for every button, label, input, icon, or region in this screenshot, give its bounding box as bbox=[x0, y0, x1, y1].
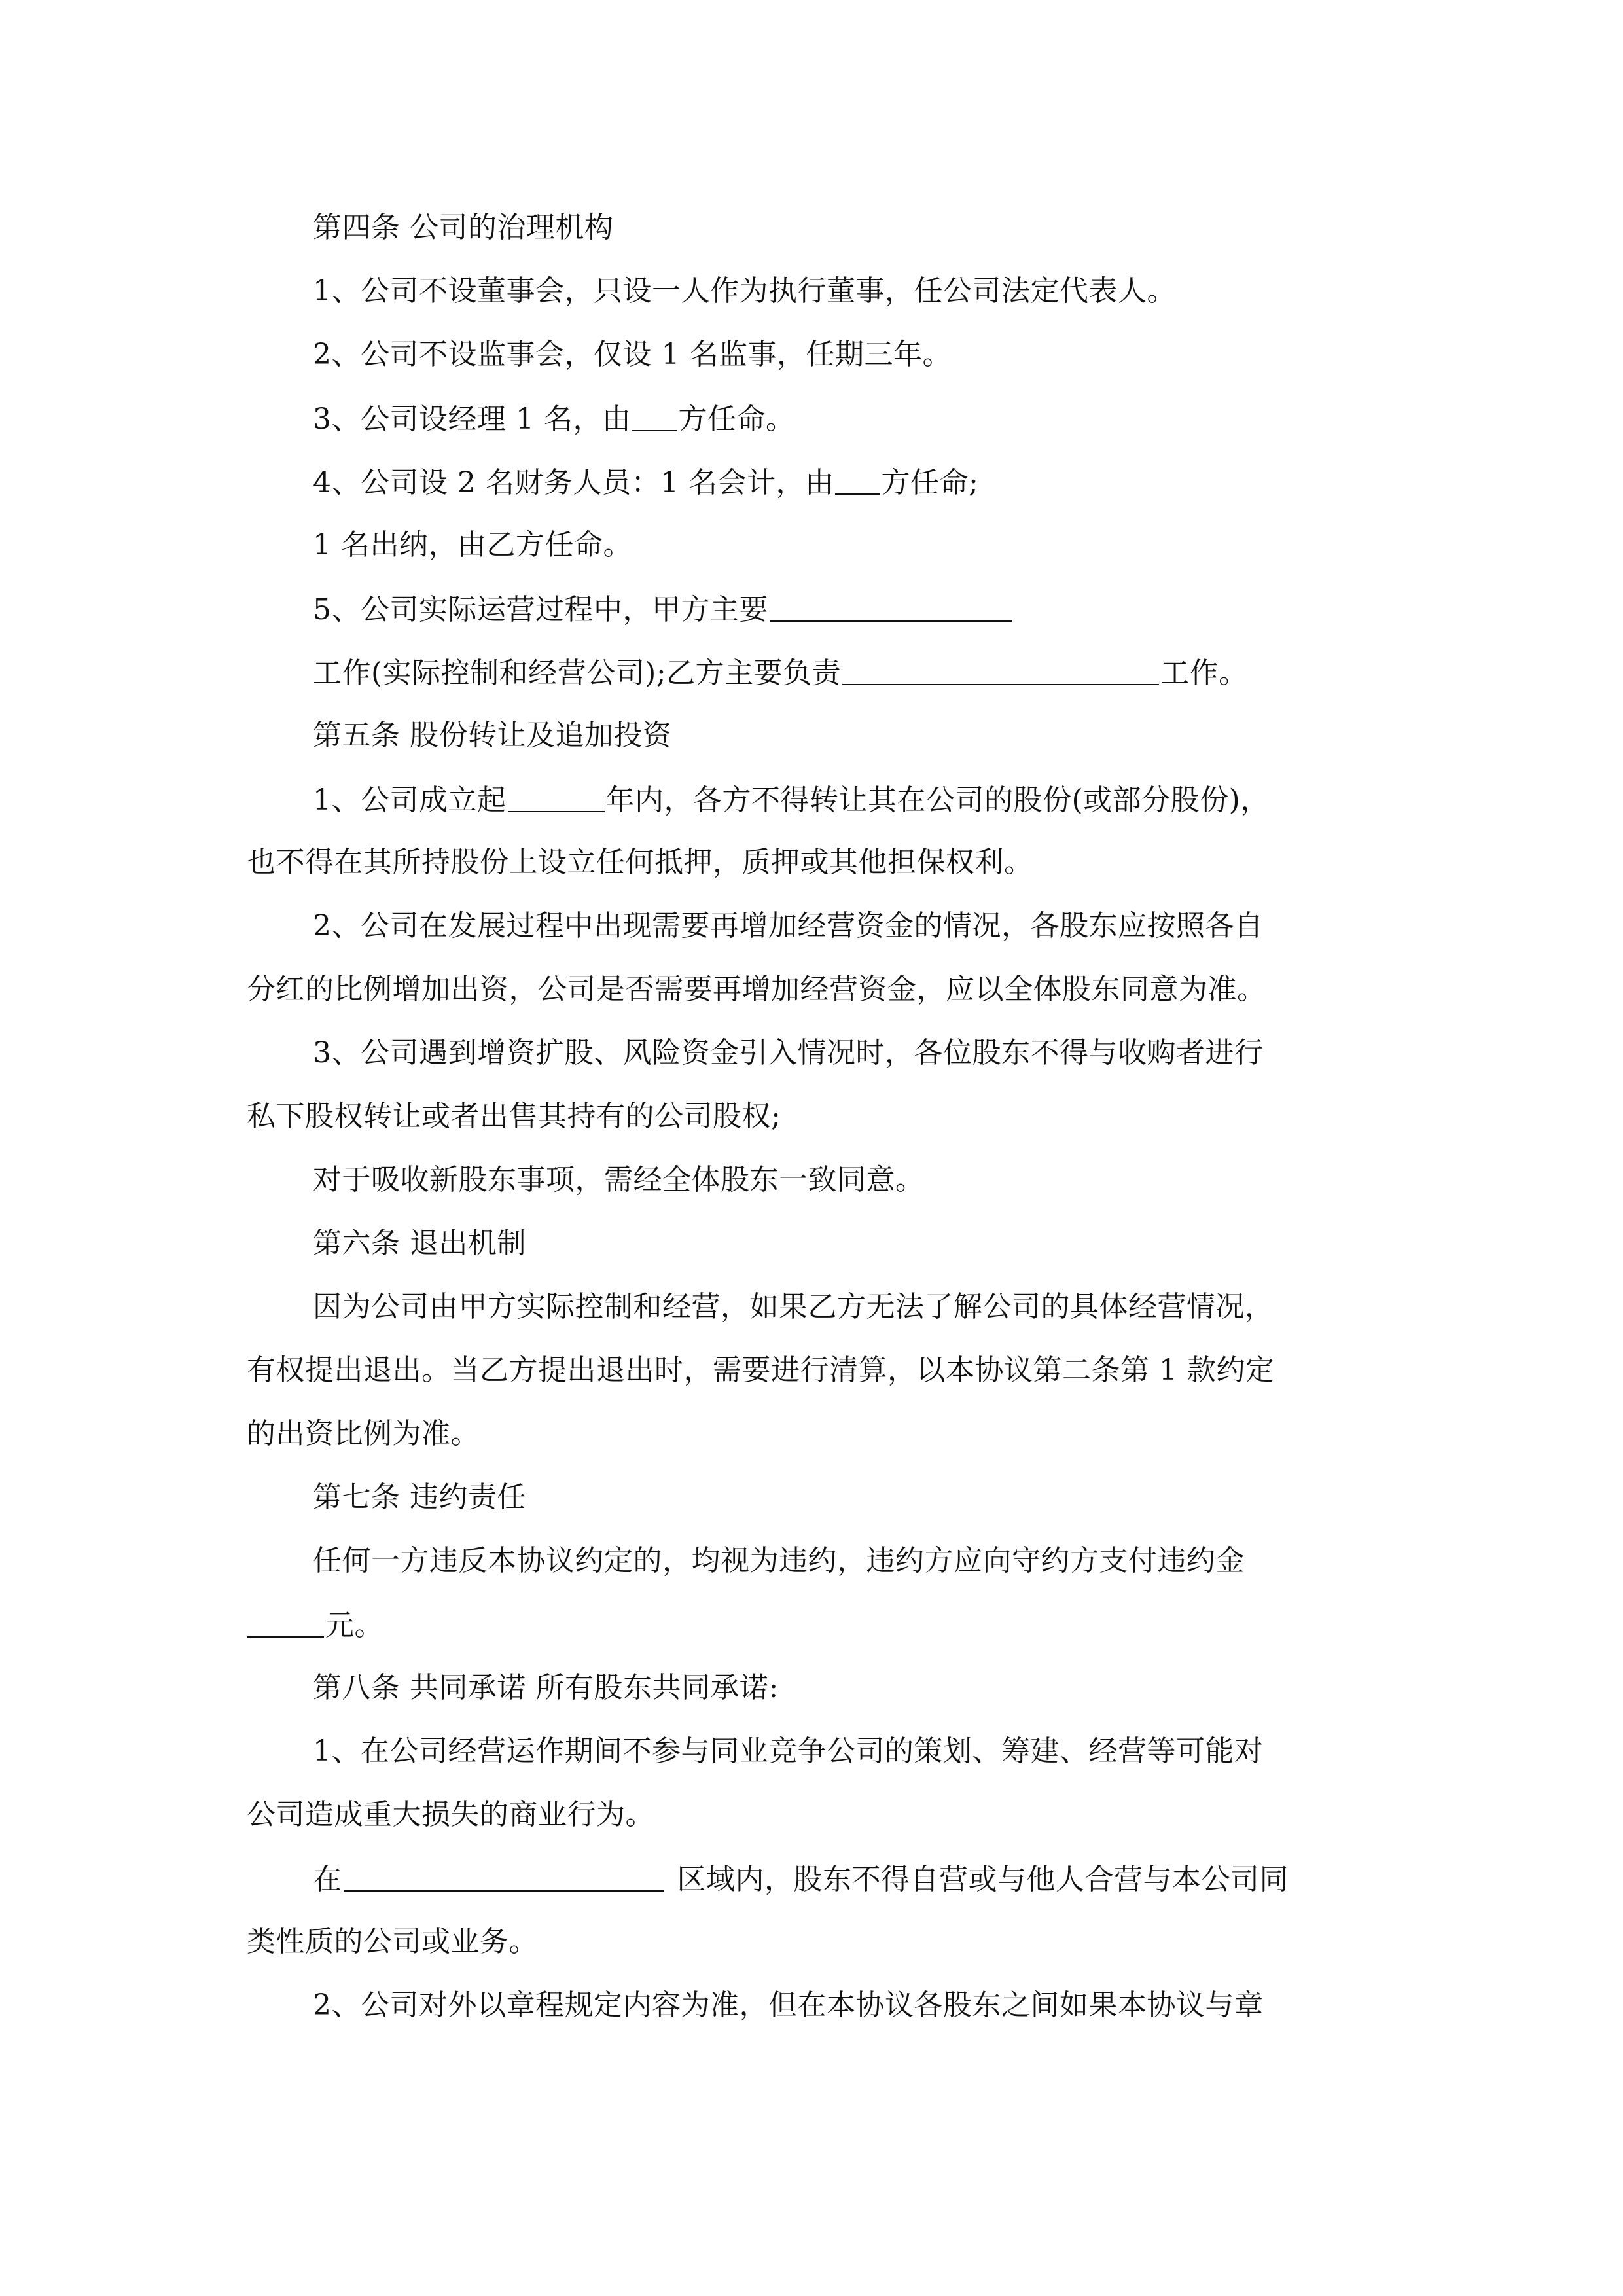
fill-in-blank bbox=[344, 1864, 664, 1892]
paragraph-line: 公司造成重大损失的商业行为。 bbox=[247, 1798, 654, 1831]
fill-in-blank bbox=[632, 404, 677, 431]
paragraph-line: 2、公司对外以章程规定内容为准，但在本协议各股东之间如果本协议与章 bbox=[313, 1988, 1264, 2022]
fill-in-blank bbox=[835, 467, 880, 495]
paragraph-line: 分红的比例增加出资，公司是否需要再增加经营资金，应以全体股东同意为准。 bbox=[247, 973, 1266, 1006]
paragraph-line: 1 名出纳，由乙方任命。 bbox=[313, 528, 632, 562]
paragraph-line: 1、公司成立起 年内，各方不得转让其在公司的股份(或部分股份)， bbox=[313, 783, 1270, 817]
paragraph-line: 2、公司不设监事会，仅设 1 名监事，任期三年。 bbox=[313, 338, 952, 371]
paragraph-line: 3、公司设经理 1 名，由 方任命。 bbox=[313, 403, 795, 436]
paragraph-line: 任何一方违反本协议约定的，均视为违约，违约方应向守约方支付违约金 bbox=[313, 1544, 1245, 1577]
paragraph-line: 工作(实际控制和经营公司);乙方主要负责 工作。 bbox=[313, 656, 1248, 690]
article-8-heading: 第八条 共同承诺 所有股东共同承诺: bbox=[313, 1671, 779, 1704]
paragraph-line: 的出资比例为准。 bbox=[247, 1417, 480, 1450]
paragraph-line: 元。 bbox=[247, 1610, 383, 1640]
fill-in-blank bbox=[770, 594, 1012, 622]
paragraph-line: 3、公司遇到增资扩股、风险资金引入情况时，各位股东不得与收购者进行 bbox=[313, 1036, 1264, 1069]
fill-in-blank bbox=[842, 658, 1159, 685]
paragraph-line: 5、公司实际运营过程中，甲方主要 bbox=[313, 594, 1013, 624]
paragraph-line: 1、公司不设董事会，只设一人作为执行董事，任公司法定代表人。 bbox=[313, 274, 1176, 308]
paragraph-line: 有权提出退出。当乙方提出退出时，需要进行清算，以本协议第二条第 1 款约定 bbox=[247, 1354, 1275, 1387]
paragraph-line: 也不得在其所持股份上设立任何抵押，质押或其他担保权利。 bbox=[247, 846, 1033, 879]
article-6-heading: 第六条 退出机制 bbox=[313, 1227, 526, 1260]
paragraph-line: 2、公司在发展过程中出现需要再增加经营资金的情况，各股东应按照各自 bbox=[313, 909, 1264, 942]
paragraph-line: 在 区域内，股东不得自营或与他人合营与本公司同 bbox=[313, 1863, 1289, 1896]
article-5-heading: 第五条 股份转让及追加投资 bbox=[313, 719, 672, 752]
paragraph-line: 私下股权转让或者出售其持有的公司股权; bbox=[247, 1100, 781, 1133]
paragraph-line: 对于吸收新股东事项，需经全体股东一致同意。 bbox=[313, 1163, 925, 1196]
fill-in-blank bbox=[247, 1610, 324, 1638]
paragraph-line: 4、公司设 2 名财务人员：1 名会计，由 方任命; bbox=[313, 466, 979, 499]
article-4-heading: 第四条 公司的治理机构 bbox=[313, 211, 614, 244]
article-7-heading: 第七条 违约责任 bbox=[313, 1480, 526, 1514]
paragraph-line: 1、在公司经营运作期间不参与同业竞争公司的策划、筹建、经营等可能对 bbox=[313, 1734, 1264, 1768]
paragraph-line: 因为公司由甲方实际控制和经营，如果乙方无法了解公司的具体经营情况， bbox=[313, 1290, 1274, 1323]
paragraph-line: 类性质的公司或业务。 bbox=[247, 1925, 538, 1958]
fill-in-blank bbox=[508, 785, 605, 812]
